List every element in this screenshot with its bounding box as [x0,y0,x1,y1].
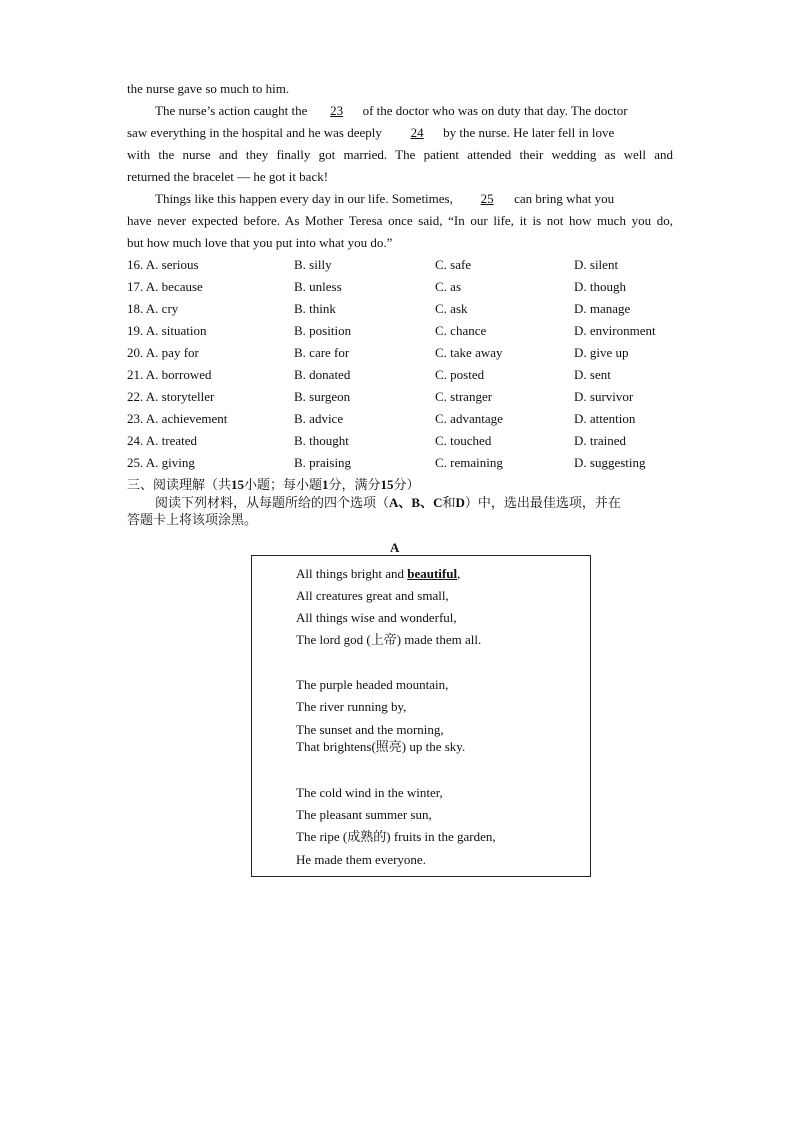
poem-line: All things bright and beautiful, [296,566,461,581]
passage-text: by the nurse. He later fell in love [443,125,615,140]
passage-text: the nurse gave so much to him. [127,81,290,96]
option-c: C. posted [435,367,485,382]
option-a: 22. A. storyteller [127,389,215,404]
option-d: D. sent [574,367,611,382]
option-d: D. give up [574,345,629,360]
option-d: D. survivor [574,389,634,404]
poem-box [251,555,591,877]
passage-line [127,234,673,252]
option-b: B. praising [294,455,352,470]
poem-line: The ripe (成熟的) fruits in the garden, [296,829,496,844]
poem-line: The lord god (上帝) made them all. [296,632,482,647]
option-b: B. think [294,301,336,316]
passage-line [155,190,673,208]
option-c: C. remaining [435,455,503,470]
poem-line: The purple headed mountain, [296,677,449,692]
blank-25: 25 [480,191,494,206]
question-options [127,256,687,274]
passage-line [155,102,673,120]
option-a: 21. A. borrowed [127,367,212,382]
passage-line [127,80,673,98]
passage-text: with the nurse and they finally got married. The patient attended their wedding as well and [127,147,673,162]
option-c: C. chance [435,323,487,338]
poem-line: He made them everyone. [296,852,426,867]
passage-text: The nurse’s action caught the [155,103,308,118]
option-b: B. surgeon [294,389,351,404]
option-c: C. stranger [435,389,493,404]
question-options [127,366,687,384]
passage-text: Things like this happen every day in our life. Sometimes, [155,191,453,206]
passage-line [127,212,673,230]
bold-word: beautiful [407,566,458,581]
passage-heading: A [390,540,400,555]
option-c: C. ask [435,301,468,316]
option-d: D. manage [574,301,631,316]
question-options [127,344,687,362]
question-options [127,454,687,472]
section-instructions: 答题卡上将该项涂黑。 [127,513,258,528]
option-a: 24. A. treated [127,433,198,448]
option-a: 19. A. situation [127,323,207,338]
poem-line: All things wise and wonderful, [296,610,457,625]
passage-line [127,124,673,142]
question-options [127,322,687,340]
passage-line [127,146,673,164]
section-instructions: 阅读下列材料，从每题所给的四个选项（A、B、C和D）中，选出最佳选项，并在 [155,495,621,511]
passage-text: have never expected before. As Mother Teresa once said, “In our life, it is not how much you do, [127,213,673,228]
question-options [127,300,687,318]
option-b: B. position [294,323,352,338]
blank-23: 23 [330,103,344,118]
passage-text: returned the bracelet — he got it back! [127,169,329,184]
poem-line: The sunset and the morning, [296,722,444,737]
option-b: B. unless [294,279,342,294]
passage-line [127,168,673,186]
question-options [127,278,687,296]
blank-24: 24 [410,125,424,140]
option-b: B. silly [294,257,332,272]
option-d: D. environment [574,323,656,338]
poem-line: The cold wind in the winter, [296,785,443,800]
passage-text: can bring what you [514,191,615,206]
poem-line: All creatures great and small, [296,588,449,603]
option-d: D. trained [574,433,626,448]
question-options [127,432,687,450]
option-c: C. safe [435,257,472,272]
poem-line: That brightens(照亮) up the sky. [296,739,466,754]
option-b: B. thought [294,433,349,448]
option-d: D. though [574,279,626,294]
option-a: 23. A. achievement [127,411,228,426]
option-b: B. donated [294,367,351,382]
option-d: D. attention [574,411,636,426]
option-d: D. suggesting [574,455,646,470]
option-a: 16. A. serious [127,257,199,272]
section-title: 三、阅读理解（共15小题；每小题1分，满分15分） [127,477,420,493]
option-a: 18. A. cry [127,301,179,316]
option-b: B. care for [294,345,350,360]
poem-line: The pleasant summer sun, [296,807,432,822]
option-a: 20. A. pay for [127,345,199,360]
option-a: 25. A. giving [127,455,195,470]
option-b: B. advice [294,411,344,426]
option-c: C. take away [435,345,503,360]
option-c: C. touched [435,433,492,448]
passage-text: saw everything in the hospital and he was deeply [127,125,382,140]
option-d: D. silent [574,257,619,272]
option-c: C. advantage [435,411,503,426]
poem-line: The river running by, [296,699,407,714]
question-options [127,410,687,428]
passage-text: but how much love that you put into what you do.” [127,235,393,250]
passage-text: of the doctor who was on duty that day. The doctor [362,103,628,118]
question-options [127,388,687,406]
option-c: C. as [435,279,461,294]
option-a: 17. A. because [127,279,203,294]
